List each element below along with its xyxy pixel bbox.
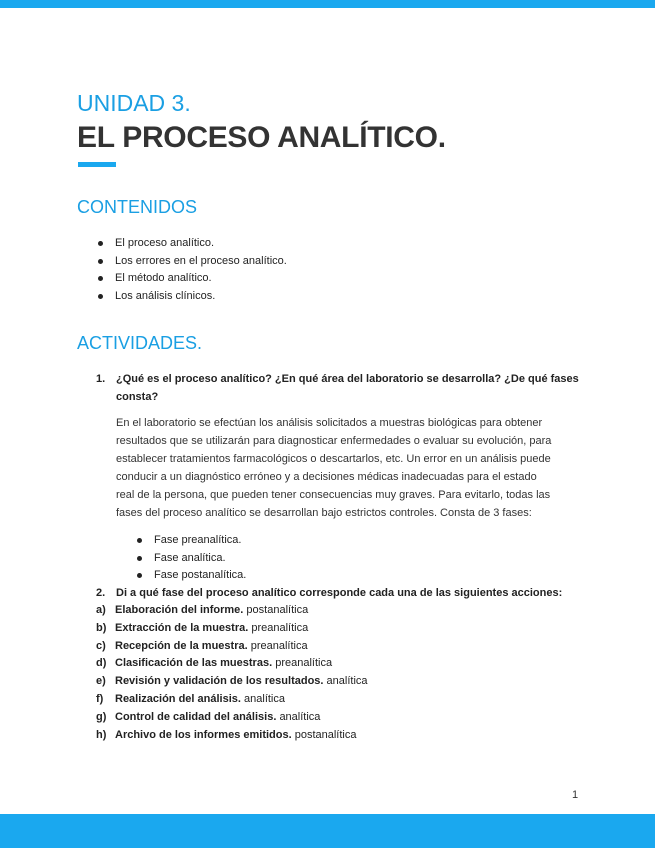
list-item: Fase postanalítica. — [137, 567, 246, 585]
question-2-number: 2. — [96, 587, 106, 599]
answer-line: establecer tratamientos farmacológicos o descartarlos, etc. Un error en un análisis puede — [116, 453, 551, 465]
item-answer: analítica — [244, 692, 285, 705]
list-item: Fase preanalítica. — [137, 532, 246, 550]
item-letter: e) — [96, 675, 106, 688]
list-item: Fase analítica. — [137, 550, 246, 568]
list-item — [96, 620, 368, 638]
question-1-line: ¿Qué es el proceso analítico? ¿En qué área del laboratorio se desarrolla? ¿De qué fases — [116, 373, 579, 385]
item-action: Realización del análisis. — [115, 692, 241, 705]
answer-line: conducir a un diagnóstico erróneo y a decisiones médicas inadecuadas para el estado — [116, 471, 537, 483]
list-item: Los errores en el proceso analítico. — [98, 253, 287, 271]
item-letter: h) — [96, 728, 107, 741]
page-title: EL PROCESO ANALÍTICO. — [77, 121, 446, 154]
phases-list — [137, 532, 246, 585]
answer-line: fases del proceso analítico se desarrollan bajo estrictos controles. Consta de 3 fases: — [116, 507, 532, 519]
list-item — [96, 727, 368, 745]
list-item — [96, 691, 368, 709]
item-answer: analítica — [326, 675, 368, 688]
item-answer: preanalítica — [251, 621, 309, 634]
item-answer: postanalítica — [294, 728, 357, 741]
item-answer: preanalítica — [275, 657, 333, 670]
list-item — [96, 673, 368, 691]
question-1-text — [116, 370, 586, 406]
list-item — [96, 638, 368, 656]
activities-heading: ACTIVIDADES. — [77, 333, 203, 353]
item-action: Extracción de la muestra. — [115, 621, 249, 634]
title-underline — [78, 162, 116, 167]
list-item: El método analítico. — [98, 270, 287, 288]
item-action: Revisión y validación de los resultados. — [115, 675, 324, 688]
answer-line: real de la persona, que pueden tener consecuencias muy graves. Para evitarlo, todas las — [116, 489, 551, 501]
page-number: 1 — [572, 789, 579, 801]
item-letter: f) — [96, 692, 104, 705]
contents-list — [98, 235, 287, 305]
question-1-number: 1. — [96, 373, 106, 385]
item-answer: postanalítica — [246, 604, 309, 616]
item-answer: analítica — [279, 710, 321, 723]
item-action: Recepción de la muestra. — [115, 639, 248, 652]
item-action: Elaboración del informe. — [115, 604, 244, 616]
list-item — [96, 655, 368, 673]
answer-line: resultados que se utilizarán para diagnosticar enfermedades o evaluar su evolución, para — [116, 435, 552, 447]
item-answer: preanalítica — [250, 639, 308, 652]
item-letter: b) — [96, 621, 107, 634]
question-1-answer — [116, 414, 582, 522]
question-2-text: Di a qué fase del proceso analítico corresponde cada una de las siguientes acciones: — [116, 587, 563, 599]
unit-label: UNIDAD 3. — [77, 90, 191, 116]
item-letter: g) — [96, 710, 107, 723]
item-action: Archivo de los informes emitidos. — [115, 728, 292, 741]
item-letter: d) — [96, 657, 107, 670]
list-item: El proceso analítico. — [98, 235, 287, 253]
item-letter: a) — [96, 604, 106, 616]
bottom-accent-bar — [0, 814, 655, 848]
list-item — [96, 602, 368, 620]
top-accent-bar — [0, 0, 655, 8]
answer-line: En el laboratorio se efectúan los análisis solicitados a muestras biológicas para obtener — [116, 417, 543, 429]
item-action: Control de calidad del análisis. — [115, 710, 277, 723]
list-item — [96, 709, 368, 727]
question-1-line: consta? — [116, 391, 159, 403]
list-item: Los análisis clínicos. — [98, 288, 287, 306]
item-action: Clasificación de las muestras. — [115, 657, 273, 670]
actions-list — [96, 602, 368, 744]
contents-heading: CONTENIDOS — [77, 197, 198, 217]
item-letter: c) — [96, 639, 106, 652]
